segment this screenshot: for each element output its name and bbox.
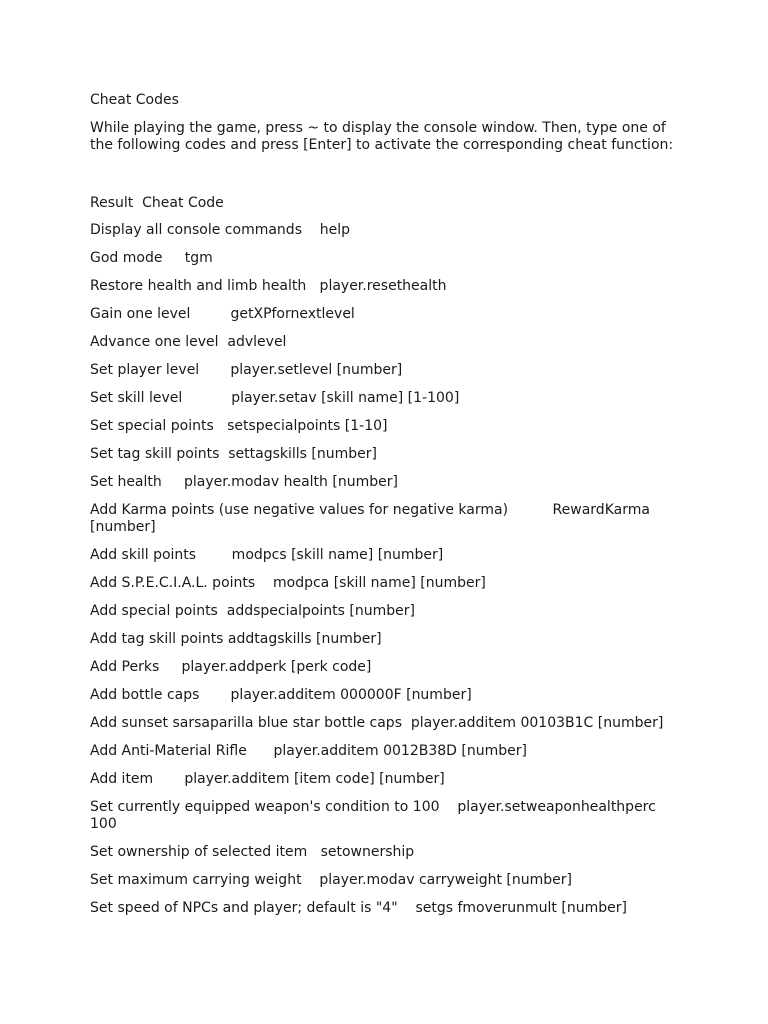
cheat-code-list — [90, 222, 680, 928]
list-item: Set special points setspecialpoints [1-10] — [90, 418, 388, 434]
list-item: Add item player.additem [item code] [number] — [90, 771, 445, 787]
list-item: Add Perks player.addperk [perk code] — [90, 659, 372, 675]
list-item: God mode tgm — [90, 250, 213, 266]
list-item: Add S.P.E.C.I.A.L. points modpca [skill name] [number] — [90, 575, 486, 591]
list-item: Set skill level player.setav [skill name] [1-100] — [90, 390, 460, 406]
list-item: Set speed of NPCs and player; default is "4" setgs fmoverunmult [number] — [90, 900, 627, 916]
intro-paragraph: While playing the game, press ~ to display the console window. Then, type one of the following codes and press [Enter] to activate the corresponding cheat function: — [90, 120, 674, 153]
list-item: Advance one level advlevel — [90, 334, 287, 350]
list-item: Add tag skill points addtagskills [number] — [90, 631, 382, 647]
list-item: Add Karma points (use negative values for negative karma) RewardKarma [number] — [90, 502, 655, 535]
document-title: Cheat Codes — [90, 92, 179, 108]
table-header: Result Cheat Code — [90, 195, 224, 211]
list-item: Set currently equipped weapon's condition to 100 player.setweaponhealthperc 100 — [90, 799, 661, 832]
list-item: Display all console commands help — [90, 222, 351, 238]
list-item: Set ownership of selected item setownership — [90, 844, 415, 860]
list-item: Add sunset sarsaparilla blue star bottle caps player.additem 00103B1C [number] — [90, 715, 664, 731]
list-item: Add special points addspecialpoints [number] — [90, 603, 415, 619]
list-item: Set player level player.setlevel [number] — [90, 362, 403, 378]
list-item: Set health player.modav health [number] — [90, 474, 398, 490]
list-item: Add skill points modpcs [skill name] [number] — [90, 547, 444, 563]
list-item: Set tag skill points settagskills [number] — [90, 446, 377, 462]
list-item: Gain one level getXPfornextlevel — [90, 306, 355, 322]
list-item: Restore health and limb health player.resethealth — [90, 278, 447, 294]
list-item: Add Anti-Material Rifle player.additem 0012B38D [number] — [90, 743, 527, 759]
list-item: Add bottle caps player.additem 000000F [number] — [90, 687, 472, 703]
list-item: Set maximum carrying weight player.modav carryweight [number] — [90, 872, 572, 888]
